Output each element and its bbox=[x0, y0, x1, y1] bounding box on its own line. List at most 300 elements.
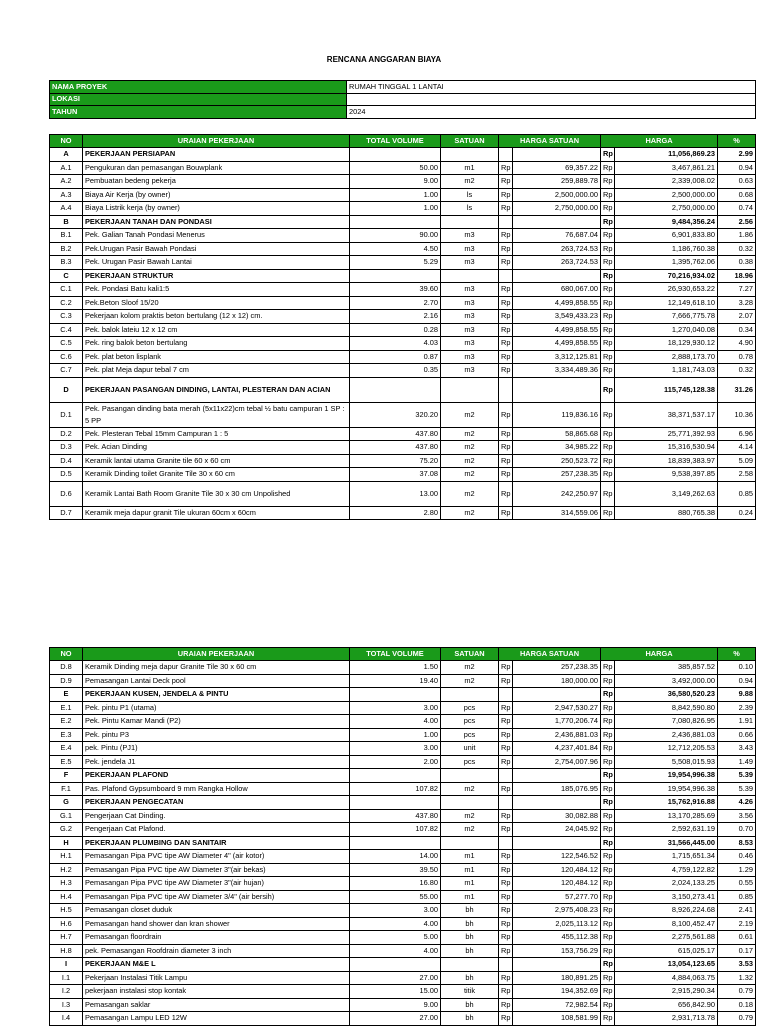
table-row bbox=[50, 229, 756, 243]
cell-volume: 9.00 bbox=[350, 175, 441, 189]
cell-currency: Rp bbox=[499, 742, 513, 756]
cell-price: 2,500,000.00 bbox=[615, 188, 718, 202]
cell-currency: Rp bbox=[601, 337, 615, 351]
cell-currency: Rp bbox=[499, 971, 513, 985]
table-row bbox=[50, 283, 756, 297]
cell-currency: Rp bbox=[601, 958, 615, 972]
cell-percent: 6.96 bbox=[718, 427, 756, 441]
cell-unit-price: 2,947,530.27 bbox=[513, 701, 601, 715]
cell-unit-price: 180,000.00 bbox=[513, 674, 601, 688]
cell-description: PEKERJAAN TANAH DAN PONDASI bbox=[83, 215, 350, 229]
cell-unit: pcs bbox=[441, 728, 499, 742]
cell-volume: 39.50 bbox=[350, 863, 441, 877]
cell-unit-price: 72,982.54 bbox=[513, 998, 601, 1012]
cell-volume: 1.00 bbox=[350, 202, 441, 216]
header-no: NO bbox=[50, 135, 83, 148]
cell-no: E.5 bbox=[50, 755, 83, 769]
cell-currency: Rp bbox=[601, 350, 615, 364]
cell-currency: Rp bbox=[601, 877, 615, 891]
cell-currency: Rp bbox=[499, 809, 513, 823]
cell-no: E bbox=[50, 688, 83, 702]
cell-currency: Rp bbox=[601, 971, 615, 985]
cell-price: 18,129,930.12 bbox=[615, 337, 718, 351]
cell-description: PEKERJAAN KUSEN, JENDELA & PINTU bbox=[83, 688, 350, 702]
cell-currency: Rp bbox=[601, 728, 615, 742]
cell-percent: 3.43 bbox=[718, 742, 756, 756]
cell-price: 12,149,618.10 bbox=[615, 296, 718, 310]
cell-currency: Rp bbox=[499, 728, 513, 742]
cell-percent: 7.27 bbox=[718, 283, 756, 297]
cell-unit-price: 257,238.35 bbox=[513, 661, 601, 675]
cell-no: I.2 bbox=[50, 985, 83, 999]
cell-currency: Rp bbox=[601, 998, 615, 1012]
cell-price: 26,930,653.22 bbox=[615, 283, 718, 297]
table-row bbox=[50, 323, 756, 337]
cell-percent: 2.56 bbox=[718, 215, 756, 229]
cell-unit: unit bbox=[441, 742, 499, 756]
cell-description: Pekerjaan Instalasi Titik Lampu bbox=[83, 971, 350, 985]
cell-volume: 4.03 bbox=[350, 337, 441, 351]
cell-volume: 107.82 bbox=[350, 782, 441, 796]
cell-currency: Rp bbox=[601, 823, 615, 837]
cell-description: PEKERJAAN PASANGAN DINDING, LANTAI, PLESTERAN DAN ACIAN bbox=[83, 377, 350, 402]
cell-description: Pek. plat beton lisplank bbox=[83, 350, 350, 364]
cell-description: Biaya Listrik kerja (by owner) bbox=[83, 202, 350, 216]
cell-currency: Rp bbox=[601, 148, 615, 162]
cell-description: Pembuatan bedeng pekerja bbox=[83, 175, 350, 189]
table-row bbox=[50, 904, 756, 918]
cell-description: Pemasangan closet duduk bbox=[83, 904, 350, 918]
cell-currency: Rp bbox=[601, 796, 615, 810]
cell-description: Pemasangan Lantai Deck pool bbox=[83, 674, 350, 688]
cell-currency: Rp bbox=[499, 904, 513, 918]
cell-unit: m1 bbox=[441, 877, 499, 891]
cell-price: 31,566,445.00 bbox=[615, 836, 718, 850]
cell-price: 3,150,273.41 bbox=[615, 890, 718, 904]
cell-price: 15,762,916.88 bbox=[615, 796, 718, 810]
cell-currency: Rp bbox=[601, 229, 615, 243]
cell-price: 1,186,760.38 bbox=[615, 242, 718, 256]
cell-currency: Rp bbox=[499, 877, 513, 891]
cell-unit-price: 455,112.38 bbox=[513, 931, 601, 945]
section-row bbox=[50, 377, 756, 402]
cell-price: 9,484,356.24 bbox=[615, 215, 718, 229]
cell-unit-price: 4,499,858.55 bbox=[513, 323, 601, 337]
section-row bbox=[50, 958, 756, 972]
cell-percent: 4.14 bbox=[718, 441, 756, 455]
cell-unit-price: 194,352.69 bbox=[513, 985, 601, 999]
cell-unit-price: 2,436,881.03 bbox=[513, 728, 601, 742]
cell-volume bbox=[350, 215, 441, 229]
cell-percent: 0.32 bbox=[718, 364, 756, 378]
cell-unit: m1 bbox=[441, 161, 499, 175]
cell-volume bbox=[350, 836, 441, 850]
cell-price: 8,842,590.80 bbox=[615, 701, 718, 715]
cell-unit-price: 180,891.25 bbox=[513, 971, 601, 985]
cell-no: E.4 bbox=[50, 742, 83, 756]
cell-volume: 2.00 bbox=[350, 755, 441, 769]
header-price: HARGA bbox=[601, 135, 718, 148]
cell-unit-price: 2,500,000.00 bbox=[513, 188, 601, 202]
cell-currency: Rp bbox=[601, 985, 615, 999]
cell-currency: Rp bbox=[601, 161, 615, 175]
cell-currency: Rp bbox=[499, 364, 513, 378]
cell-no: H bbox=[50, 836, 83, 850]
cell-description: Keramik Dinding meja dapur Granite Tile 30 x 60 cm bbox=[83, 661, 350, 675]
table-row bbox=[50, 877, 756, 891]
cell-price: 2,339,008.02 bbox=[615, 175, 718, 189]
info-value: 2024 bbox=[347, 106, 756, 119]
cell-no: F.1 bbox=[50, 782, 83, 796]
cell-no: H.2 bbox=[50, 863, 83, 877]
cell-currency: Rp bbox=[499, 715, 513, 729]
table-row bbox=[50, 256, 756, 270]
table-row bbox=[50, 661, 756, 675]
cell-currency: Rp bbox=[601, 402, 615, 427]
cell-currency: Rp bbox=[499, 310, 513, 324]
cell-description: PEKERJAAN PERSIAPAN bbox=[83, 148, 350, 162]
cell-description: PEKERJAAN M&E L bbox=[83, 958, 350, 972]
cell-currency: Rp bbox=[499, 917, 513, 931]
cell-price: 2,931,713.78 bbox=[615, 1012, 718, 1026]
table-row bbox=[50, 441, 756, 455]
cell-price: 615,025.17 bbox=[615, 944, 718, 958]
cell-no: B.1 bbox=[50, 229, 83, 243]
cell-description: Pek. pintu P3 bbox=[83, 728, 350, 742]
cell-unit: m2 bbox=[441, 809, 499, 823]
cell-price: 2,750,000.00 bbox=[615, 202, 718, 216]
section-row bbox=[50, 836, 756, 850]
cell-description: pekerjaan instalasi stop kontak bbox=[83, 985, 350, 999]
cell-unit-price: 2,754,007.96 bbox=[513, 755, 601, 769]
table-row bbox=[50, 310, 756, 324]
cell-currency: Rp bbox=[601, 323, 615, 337]
cell-unit-price bbox=[513, 836, 601, 850]
cell-no: I.3 bbox=[50, 998, 83, 1012]
cell-unit: m1 bbox=[441, 890, 499, 904]
cell-currency: Rp bbox=[499, 755, 513, 769]
cell-unit: m2 bbox=[441, 402, 499, 427]
cell-unit-price: 259,889.78 bbox=[513, 175, 601, 189]
cell-volume: 37.08 bbox=[350, 468, 441, 482]
cell-description: PEKERJAAN PENGECATAN bbox=[83, 796, 350, 810]
cell-currency: Rp bbox=[499, 161, 513, 175]
cell-currency: Rp bbox=[601, 782, 615, 796]
cell-unit: m3 bbox=[441, 256, 499, 270]
cell-currency: Rp bbox=[499, 402, 513, 427]
cell-currency: Rp bbox=[499, 506, 513, 520]
cell-unit-price: 1,770,206.74 bbox=[513, 715, 601, 729]
cell-percent: 0.74 bbox=[718, 202, 756, 216]
cell-unit: m2 bbox=[441, 674, 499, 688]
cell-volume: 5.00 bbox=[350, 931, 441, 945]
cell-currency: Rp bbox=[499, 188, 513, 202]
cell-unit: m3 bbox=[441, 337, 499, 351]
cell-no: B bbox=[50, 215, 83, 229]
cell-unit-price: 2,025,113.12 bbox=[513, 917, 601, 931]
cell-unit: bh bbox=[441, 971, 499, 985]
cell-price: 25,771,392.93 bbox=[615, 427, 718, 441]
cell-description: Pek. ring balok beton bertulang bbox=[83, 337, 350, 351]
cell-volume: 0.35 bbox=[350, 364, 441, 378]
table-row bbox=[50, 296, 756, 310]
cell-price: 1,270,040.08 bbox=[615, 323, 718, 337]
cell-price: 2,275,561.88 bbox=[615, 931, 718, 945]
cell-currency: Rp bbox=[499, 175, 513, 189]
cell-unit bbox=[441, 836, 499, 850]
cell-percent: 0.38 bbox=[718, 256, 756, 270]
cell-currency bbox=[499, 836, 513, 850]
cell-no: F bbox=[50, 769, 83, 783]
info-label: NAMA PROYEK bbox=[50, 81, 347, 94]
cell-percent: 1.49 bbox=[718, 755, 756, 769]
table-row bbox=[50, 715, 756, 729]
cell-unit-price: 185,076.95 bbox=[513, 782, 601, 796]
cell-volume bbox=[350, 688, 441, 702]
cell-currency: Rp bbox=[601, 769, 615, 783]
cell-unit-price: 108,581.99 bbox=[513, 1012, 601, 1026]
cell-volume: 16.80 bbox=[350, 877, 441, 891]
cell-unit: pcs bbox=[441, 755, 499, 769]
cell-currency bbox=[499, 215, 513, 229]
cell-unit-price bbox=[513, 688, 601, 702]
cell-percent: 2.99 bbox=[718, 148, 756, 162]
section-row bbox=[50, 769, 756, 783]
cell-volume: 2.70 bbox=[350, 296, 441, 310]
cell-currency bbox=[499, 796, 513, 810]
cell-volume bbox=[350, 377, 441, 402]
cell-unit bbox=[441, 958, 499, 972]
cell-volume: 0.28 bbox=[350, 323, 441, 337]
cell-currency: Rp bbox=[601, 931, 615, 945]
cell-percent: 1.91 bbox=[718, 715, 756, 729]
cell-description: Pemasangan hand shower dan kran shower bbox=[83, 917, 350, 931]
cell-volume: 107.82 bbox=[350, 823, 441, 837]
cell-unit-price bbox=[513, 796, 601, 810]
cell-no: B.3 bbox=[50, 256, 83, 270]
cell-percent: 0.46 bbox=[718, 850, 756, 864]
cell-currency: Rp bbox=[601, 809, 615, 823]
cell-percent: 2.39 bbox=[718, 701, 756, 715]
cell-currency: Rp bbox=[601, 836, 615, 850]
cell-description: Biaya Air Kerja (by owner) bbox=[83, 188, 350, 202]
cell-volume: 4.00 bbox=[350, 917, 441, 931]
cell-description: Pek. Pondasi Batu kali1:5 bbox=[83, 283, 350, 297]
cell-currency: Rp bbox=[601, 310, 615, 324]
cell-currency: Rp bbox=[499, 454, 513, 468]
cell-currency: Rp bbox=[601, 175, 615, 189]
cell-percent: 9.88 bbox=[718, 688, 756, 702]
table-row bbox=[50, 427, 756, 441]
cell-percent: 2.41 bbox=[718, 904, 756, 918]
cell-description: pek. Pintu (PJ1) bbox=[83, 742, 350, 756]
cell-price: 4,759,122.82 bbox=[615, 863, 718, 877]
cell-currency: Rp bbox=[601, 364, 615, 378]
cell-price: 3,467,861.21 bbox=[615, 161, 718, 175]
cell-price: 656,842.90 bbox=[615, 998, 718, 1012]
cell-no: E.3 bbox=[50, 728, 83, 742]
cell-percent: 0.61 bbox=[718, 931, 756, 945]
cell-unit-price: 30,082.88 bbox=[513, 809, 601, 823]
cell-no: D.9 bbox=[50, 674, 83, 688]
project-info-table bbox=[49, 80, 756, 119]
cell-description: Pek.Beton Sloof 15/20 bbox=[83, 296, 350, 310]
cell-no: D.2 bbox=[50, 427, 83, 441]
cell-description: Keramik meja dapur granit Tile ukuran 60cm x 60cm bbox=[83, 506, 350, 520]
cell-price: 6,901,833.80 bbox=[615, 229, 718, 243]
cell-percent: 0.78 bbox=[718, 350, 756, 364]
cell-unit: pcs bbox=[441, 701, 499, 715]
cell-no: A.4 bbox=[50, 202, 83, 216]
table-row bbox=[50, 674, 756, 688]
cell-currency: Rp bbox=[499, 661, 513, 675]
cell-currency: Rp bbox=[601, 296, 615, 310]
cell-currency: Rp bbox=[601, 377, 615, 402]
cell-currency: Rp bbox=[601, 441, 615, 455]
info-row bbox=[50, 81, 756, 94]
cell-percent: 0.34 bbox=[718, 323, 756, 337]
cell-price: 70,216,934.02 bbox=[615, 269, 718, 283]
cell-percent: 0.85 bbox=[718, 890, 756, 904]
cell-price: 13,054,123.65 bbox=[615, 958, 718, 972]
header-percent: % bbox=[718, 648, 756, 661]
cell-percent: 3.56 bbox=[718, 809, 756, 823]
cell-unit: m2 bbox=[441, 481, 499, 506]
cell-description: Keramik Dinding toilet Granite Tile 30 x 60 cm bbox=[83, 468, 350, 482]
cell-no: H.4 bbox=[50, 890, 83, 904]
cell-unit: bh bbox=[441, 904, 499, 918]
table-row bbox=[50, 402, 756, 427]
table-row bbox=[50, 188, 756, 202]
cell-percent: 0.10 bbox=[718, 661, 756, 675]
cell-no: E.1 bbox=[50, 701, 83, 715]
cell-currency: Rp bbox=[499, 944, 513, 958]
cell-no: D.8 bbox=[50, 661, 83, 675]
cell-currency: Rp bbox=[499, 337, 513, 351]
table-row bbox=[50, 971, 756, 985]
cell-unit-price: 3,312,125.81 bbox=[513, 350, 601, 364]
cell-no: D.7 bbox=[50, 506, 83, 520]
cell-currency: Rp bbox=[601, 1012, 615, 1026]
cell-unit-price: 58,865.68 bbox=[513, 427, 601, 441]
cell-volume: 3.00 bbox=[350, 742, 441, 756]
table-row bbox=[50, 242, 756, 256]
cell-currency: Rp bbox=[601, 742, 615, 756]
cell-percent: 2.58 bbox=[718, 468, 756, 482]
cell-unit: m2 bbox=[441, 441, 499, 455]
cell-price: 19,954,996.38 bbox=[615, 769, 718, 783]
document-title: RENCANA ANGGARAN BIAYA bbox=[326, 55, 442, 64]
cell-unit-price: 120,484.12 bbox=[513, 877, 601, 891]
cell-currency: Rp bbox=[499, 850, 513, 864]
cell-unit-price: 263,724.53 bbox=[513, 242, 601, 256]
cell-unit: m3 bbox=[441, 229, 499, 243]
cell-volume: 1.00 bbox=[350, 188, 441, 202]
cell-percent: 4.90 bbox=[718, 337, 756, 351]
table-row bbox=[50, 890, 756, 904]
table-row bbox=[50, 850, 756, 864]
cell-unit-price: 120,484.12 bbox=[513, 863, 601, 877]
cell-unit: m2 bbox=[441, 175, 499, 189]
cell-no: G.2 bbox=[50, 823, 83, 837]
cell-price: 1,181,743.03 bbox=[615, 364, 718, 378]
cell-currency: Rp bbox=[601, 917, 615, 931]
cell-no: A.3 bbox=[50, 188, 83, 202]
cell-percent: 0.79 bbox=[718, 1012, 756, 1026]
cell-currency: Rp bbox=[601, 242, 615, 256]
cell-currency: Rp bbox=[499, 674, 513, 688]
header-description: URAIAN PEKERJAAN bbox=[83, 648, 350, 661]
cell-currency: Rp bbox=[601, 202, 615, 216]
cell-no: H.8 bbox=[50, 944, 83, 958]
cell-unit: bh bbox=[441, 931, 499, 945]
cell-currency bbox=[499, 377, 513, 402]
cell-currency bbox=[499, 269, 513, 283]
cell-currency: Rp bbox=[499, 323, 513, 337]
cell-no: C.7 bbox=[50, 364, 83, 378]
cell-percent: 0.85 bbox=[718, 481, 756, 506]
cell-percent: 5.39 bbox=[718, 769, 756, 783]
cell-percent: 5.39 bbox=[718, 782, 756, 796]
cell-volume: 4.00 bbox=[350, 944, 441, 958]
cell-percent: 0.79 bbox=[718, 985, 756, 999]
cell-percent: 0.24 bbox=[718, 506, 756, 520]
cell-currency: Rp bbox=[601, 427, 615, 441]
cell-unit: m3 bbox=[441, 296, 499, 310]
table-row bbox=[50, 454, 756, 468]
cell-no: C.6 bbox=[50, 350, 83, 364]
cell-price: 19,954,996.38 bbox=[615, 782, 718, 796]
cell-description: Pengukuran dan pemasangan Bouwplank bbox=[83, 161, 350, 175]
cell-no: C.1 bbox=[50, 283, 83, 297]
info-row bbox=[50, 93, 756, 106]
cell-currency: Rp bbox=[499, 481, 513, 506]
cell-percent: 0.32 bbox=[718, 242, 756, 256]
cell-currency: Rp bbox=[601, 850, 615, 864]
cell-unit bbox=[441, 796, 499, 810]
cell-currency: Rp bbox=[499, 998, 513, 1012]
cell-currency: Rp bbox=[601, 688, 615, 702]
cell-price: 880,765.38 bbox=[615, 506, 718, 520]
cell-description: Pemasangan Pipa PVC tipe AW Diameter 3/4" (air bersih) bbox=[83, 890, 350, 904]
cell-volume: 75.20 bbox=[350, 454, 441, 468]
cell-no: I.1 bbox=[50, 971, 83, 985]
cell-no: H.5 bbox=[50, 904, 83, 918]
cell-unit: m2 bbox=[441, 506, 499, 520]
cell-description: Pemasangan Lampu LED 12W bbox=[83, 1012, 350, 1026]
cell-price: 2,024,133.25 bbox=[615, 877, 718, 891]
cell-no: C.3 bbox=[50, 310, 83, 324]
cell-volume: 19.40 bbox=[350, 674, 441, 688]
cell-unit-price: 2,750,000.00 bbox=[513, 202, 601, 216]
cell-unit-price: 263,724.53 bbox=[513, 256, 601, 270]
cell-description: Pek. Pintu Kamar Mandi (P2) bbox=[83, 715, 350, 729]
cell-percent: 3.28 bbox=[718, 296, 756, 310]
cell-no: C.2 bbox=[50, 296, 83, 310]
cell-percent: 0.94 bbox=[718, 674, 756, 688]
cell-no: C bbox=[50, 269, 83, 283]
header-total-volume: TOTAL VOLUME bbox=[350, 135, 441, 148]
info-label: LOKASI bbox=[50, 93, 347, 106]
cell-no: H.6 bbox=[50, 917, 83, 931]
cell-description: Keramik Lantai Bath Room Granite Tile 30 x 30 cm Unpolished bbox=[83, 481, 350, 506]
cell-description: Pek. Galian Tanah Pondasi Menerus bbox=[83, 229, 350, 243]
cell-unit-price: 314,559.06 bbox=[513, 506, 601, 520]
cell-description: Pek. plat Meja dapur tebal 7 cm bbox=[83, 364, 350, 378]
table-row bbox=[50, 755, 756, 769]
cell-description: Pek. Acian Dinding bbox=[83, 441, 350, 455]
cell-price: 2,436,881.03 bbox=[615, 728, 718, 742]
